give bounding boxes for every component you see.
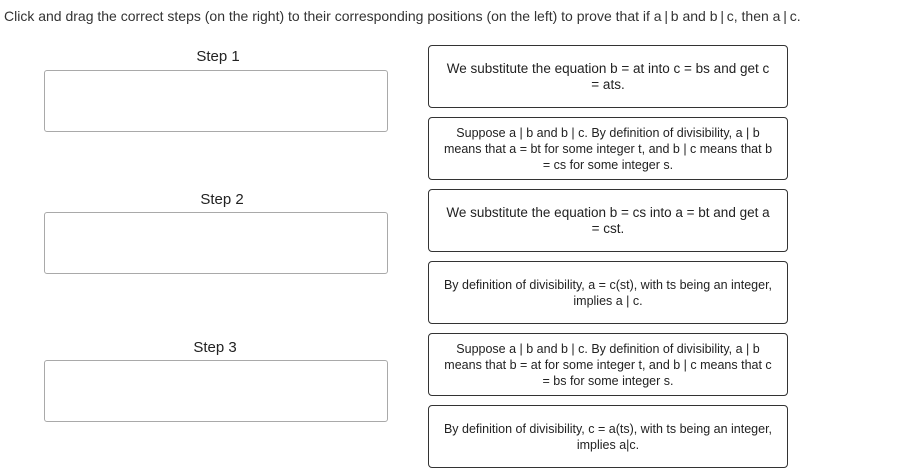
step-3-label: Step 3 [193, 339, 237, 356]
option-tile-3-text: We substitute the equation b = cs into a = bt and get a = cst. [446, 204, 770, 236]
option-tile-5[interactable] [428, 333, 788, 396]
instruction-text: Click and drag the correct steps (on the right) to their corresponding positions (on the left) to prove that if a | b and b | c, then a | c. [4, 8, 801, 24]
option-tile-6[interactable] [428, 405, 788, 468]
option-tile-1-text: We substitute the equation b = at into c = bs and get c = ats. [446, 60, 770, 92]
option-tile-4-text: By definition of divisibility, a = c(st), with ts being an integer, implies a | c. [443, 277, 773, 308]
step-2-label: Step 2 [200, 191, 244, 208]
option-tile-2-text: Suppose a | b and b | c. By definition of divisibility, a | b means that a = bt for some integer t, and b | c means that b = cs for some integer s. [443, 125, 773, 172]
step-1-drop-zone[interactable] [44, 70, 388, 132]
option-tile-5-text: Suppose a | b and b | c. By definition of divisibility, a | b means that b = at for some integer t, and b | c means that c = bs for some integer s. [444, 341, 772, 388]
option-tile-6-text: By definition of divisibility, c = a(ts), with ts being an integer, implies a|c. [443, 421, 773, 452]
option-tile-3[interactable] [428, 189, 788, 252]
option-tile-2[interactable] [428, 117, 788, 180]
option-tile-1[interactable] [428, 45, 788, 108]
option-tile-4[interactable] [428, 261, 788, 324]
step-1-label: Step 1 [196, 48, 240, 65]
step-2-drop-zone[interactable] [44, 212, 388, 274]
step-3-drop-zone[interactable] [44, 360, 388, 422]
